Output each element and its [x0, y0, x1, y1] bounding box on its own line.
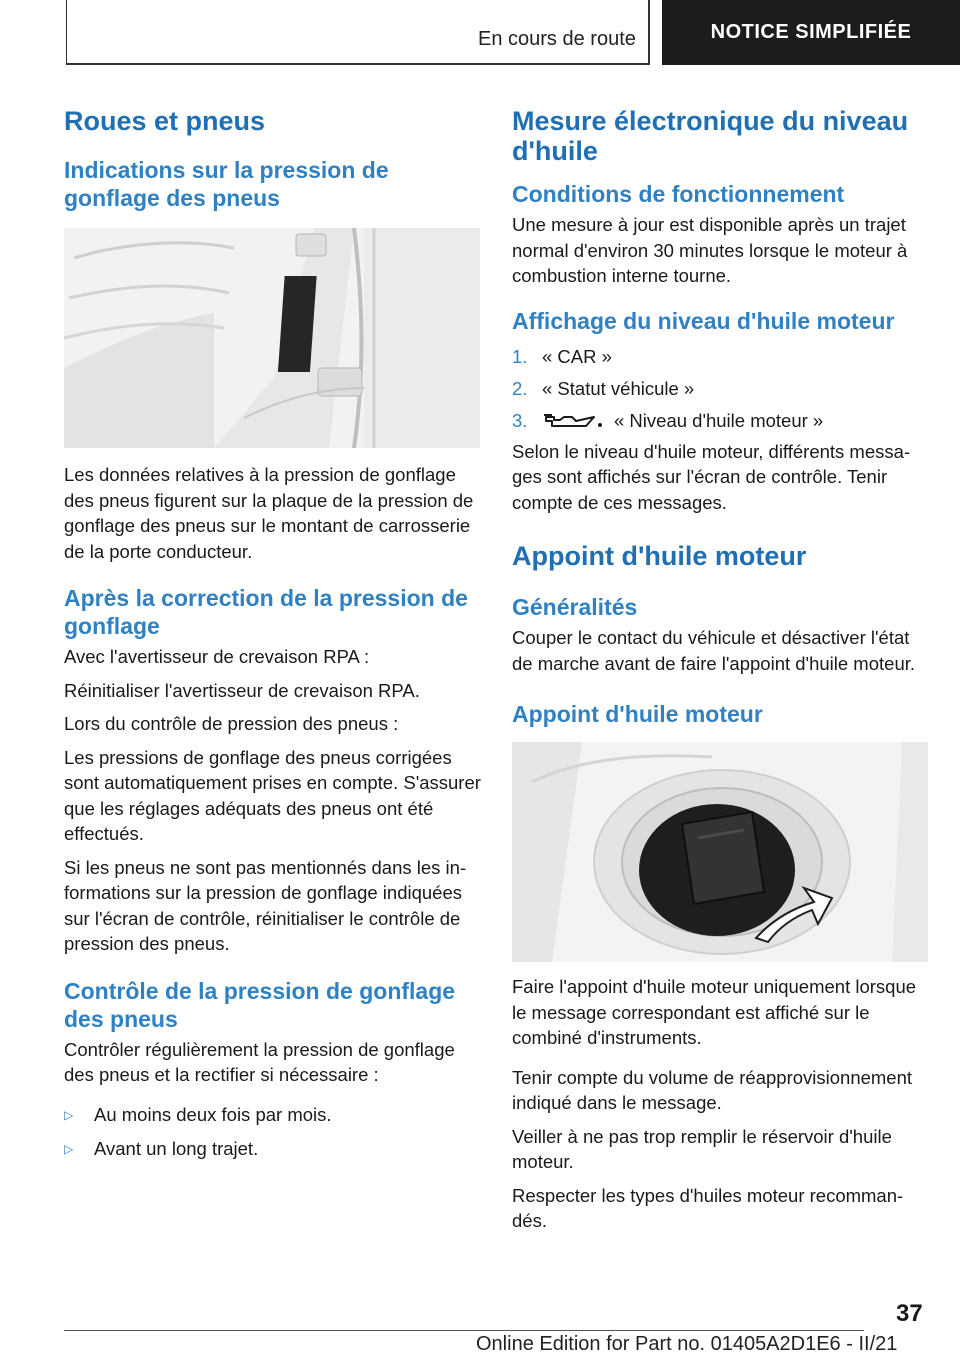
- left-column: [64, 100, 482, 1166]
- footer-edition: Online Edition for Part no. 01405A2D1E6 - II/21: [476, 1333, 898, 1355]
- list-item: 2. « Statut véhicule »: [512, 377, 695, 399]
- heading-pressure-check: Contrôle de la pression de gonflage des pneus: [64, 977, 456, 1032]
- control-auto: Les pressions de gonflage des pneus corrigées sont automatiquement prises en compte. S'assurer que les réglages adéquats des pneus ont été effectués.: [64, 746, 481, 844]
- footer-rule: [64, 1330, 864, 1331]
- heading-conditions: Conditions de fonctionnement: [512, 181, 845, 207]
- rpa-intro: Avec l'avertisseur de crevaison RPA :: [64, 646, 370, 667]
- header-left-rule: [66, 0, 67, 64]
- oil-can-icon: [542, 411, 606, 431]
- list-item: 1. « CAR »: [512, 345, 612, 367]
- header-base-rule: [66, 63, 648, 65]
- section-title-wheels: Roues et pneus: [64, 106, 266, 136]
- header-tab: NOTICE SIMPLIFIÉE: [662, 0, 960, 65]
- list-item: ▷ Avant un long trajet.: [64, 1137, 259, 1159]
- heading-after-correction: Après la correction de la pression de gonflage: [64, 585, 468, 639]
- heading-oil-display: Affichage du niveau d'huile moteur: [512, 307, 895, 334]
- heading-oil-topup: Appoint d'huile moteur: [512, 701, 763, 727]
- door-pillar-image: [64, 228, 480, 448]
- oil-display-steps: [512, 341, 930, 437]
- right-column: [512, 100, 930, 1234]
- control-reset: Si les pneus ne sont pas mentionnés dans les informations sur la pression de gonflage indiquées sur l'écran de contrôle, réinitialiser le contrôle de pression des pneus.: [64, 856, 467, 954]
- bullet-triangle-icon: ▷: [64, 1141, 74, 1156]
- oil-filler-image: [512, 742, 928, 962]
- list-item: ▷ Au moins deux fois par mois.: [64, 1103, 332, 1125]
- oil-display-text: Selon le niveau d'huile moteur, différents messages sont affichés sur l'écran de contrôle. Tenir compte de ces messages.: [512, 440, 911, 513]
- topup-volume-text: Tenir compte du volume de réapprovisionnement indiqué dans le message.: [512, 1066, 913, 1113]
- page-number: 37: [896, 1300, 923, 1327]
- heading-pressure-info: Indications sur la pression de gonflage des pneus: [64, 157, 389, 211]
- general-text: Couper le contact du véhicule et désactiver l'état de marche avant de faire l'appoint d'huile moteur.: [512, 627, 916, 674]
- door-pillar-illustration: [64, 228, 480, 448]
- heading-general: Généralités: [512, 594, 638, 620]
- topup-types-text: Respecter les types d'huiles moteur recommandés.: [512, 1184, 904, 1231]
- header-section-title: En cours de route: [478, 28, 636, 50]
- check-bullet-list: [64, 1098, 482, 1166]
- control-intro: Lors du contrôle de pression des pneus :: [64, 713, 399, 734]
- bullet-triangle-icon: ▷: [64, 1107, 74, 1122]
- header-separator: [648, 0, 650, 65]
- oil-filler-illustration: [512, 742, 928, 962]
- pressure-check-text: Contrôler régulièrement la pression de gonflage des pneus et la rectifier si nécessaire :: [64, 1038, 455, 1085]
- topup-overfill-text: Veiller à ne pas trop remplir le réservoir d'huile moteur.: [512, 1125, 892, 1172]
- topup-when-text: Faire l'appoint d'huile moteur uniquement lorsque le message correspondant est affiché sur le combiné d'instruments.: [512, 976, 917, 1048]
- rpa-reset: Réinitialiser l'avertisseur de crevaison RPA.: [64, 679, 420, 701]
- list-item: 3. « Niveau d'huile moteur »: [512, 409, 824, 431]
- section-title-oil: Mesure électronique du niveau d'huile: [512, 106, 909, 166]
- section-title-oil-topup: Appoint d'huile moteur: [512, 541, 807, 571]
- conditions-text: Une mesure à jour est disponible après un trajet normal d'environ 30 minutes lorsque le moteur à combustion interne tourne.: [512, 214, 908, 286]
- pressure-info-text: Les données relatives à la pression de gonflage des pneus figurent sur la plaque de la pression de gonflage des pneus sur le montant de carrosserie de la porte conducteur.: [64, 464, 474, 562]
